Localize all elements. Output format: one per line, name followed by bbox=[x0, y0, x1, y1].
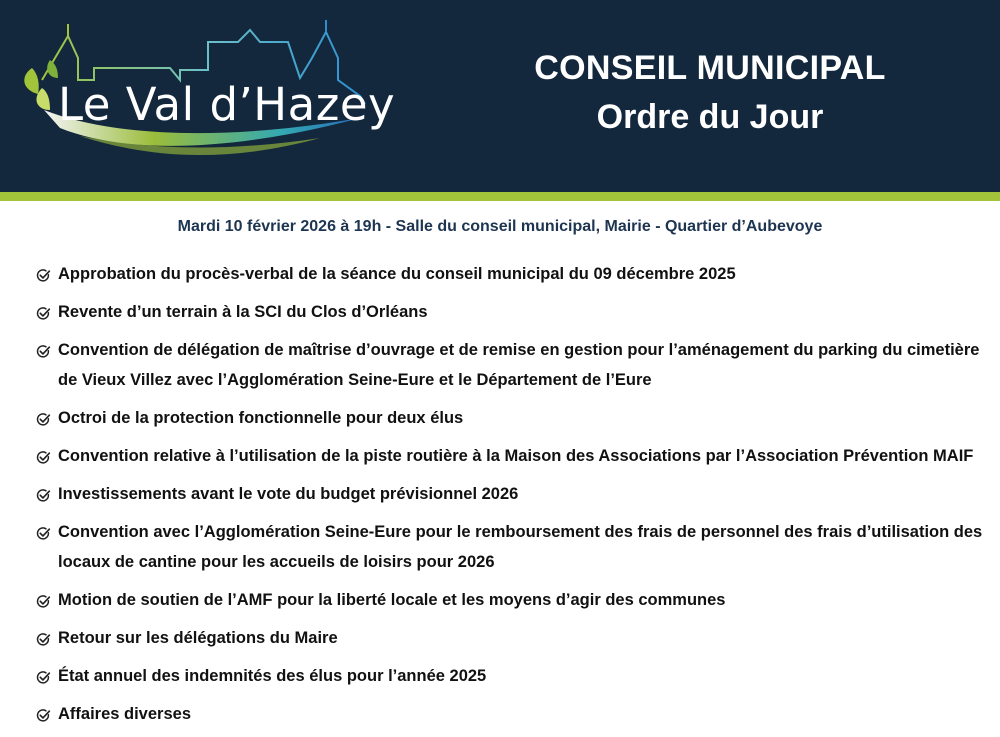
agenda-item bbox=[36, 517, 986, 577]
agenda-item bbox=[36, 623, 986, 653]
agenda-item-text: Retour sur les délégations du Maire bbox=[58, 629, 338, 647]
check-circle-icon bbox=[36, 632, 51, 647]
agenda-item bbox=[36, 297, 986, 327]
check-circle-icon bbox=[36, 670, 51, 685]
agenda-item-text: Investissements avant le vote du budget prévisionnel 2026 bbox=[58, 485, 519, 503]
agenda-item-text: Motion de soutien de l’AMF pour la liberté locale et les moyens d’agir des communes bbox=[58, 591, 726, 609]
check-circle-icon bbox=[36, 306, 51, 321]
check-circle-icon bbox=[36, 708, 51, 723]
check-circle-icon bbox=[36, 412, 51, 427]
check-circle-icon bbox=[36, 450, 51, 465]
check-circle-icon bbox=[36, 268, 51, 283]
agenda-item bbox=[36, 661, 986, 691]
page-subtitle: Ordre du Jour bbox=[596, 98, 824, 136]
agenda-item bbox=[36, 585, 986, 615]
agenda-item bbox=[36, 335, 986, 395]
agenda-item-text: Approbation du procès-verbal de la séance du conseil municipal du 09 décembre 2025 bbox=[58, 265, 736, 283]
agenda-item-text: Convention relative à l’utilisation de la piste routière à la Maison des Associations par l’Association Prévention MAIF bbox=[58, 447, 974, 465]
page-title: CONSEIL MUNICIPAL bbox=[534, 49, 886, 87]
agenda-item bbox=[36, 403, 986, 433]
agenda-item-text: Revente d’un terrain à la SCI du Clos d’Orléans bbox=[58, 303, 428, 321]
agenda-item bbox=[36, 699, 986, 729]
accent-stripe bbox=[0, 192, 1000, 201]
town-logo bbox=[20, 18, 396, 168]
agenda-item bbox=[36, 259, 986, 289]
header-banner bbox=[0, 0, 1000, 192]
agenda-item-text: Convention avec l’Agglomération Seine-Eure pour le remboursement des frais de personnel des frais d’utilisation des locaux de cantine pour les accueils de loisirs pour 2026 bbox=[58, 523, 983, 571]
check-circle-icon bbox=[36, 526, 51, 541]
meeting-info: Mardi 10 février 2026 à 19h - Salle du conseil municipal, Mairie - Quartier d’Aubevoye bbox=[177, 218, 823, 235]
agenda-list bbox=[36, 259, 986, 737]
logo-text: Le Val d’Hazey bbox=[58, 78, 396, 131]
agenda-item bbox=[36, 441, 986, 471]
agenda-item-text: Octroi de la protection fonctionnelle pour deux élus bbox=[58, 409, 464, 427]
check-circle-icon bbox=[36, 344, 51, 359]
agenda-item-text: Affaires diverses bbox=[58, 705, 191, 723]
agenda-item-text: Convention de délégation de maîtrise d’ouvrage et de remise en gestion pour l’aménagement du parking du cimetière de Vieux Villez avec l’Agglomération Seine-Eure et le Département de l’Eure bbox=[58, 341, 980, 389]
agenda-item-text: État annuel des indemnités des élus pour l’année 2025 bbox=[58, 667, 487, 685]
agenda-item bbox=[36, 479, 986, 509]
check-circle-icon bbox=[36, 488, 51, 503]
check-circle-icon bbox=[36, 594, 51, 609]
title-block bbox=[450, 44, 970, 142]
